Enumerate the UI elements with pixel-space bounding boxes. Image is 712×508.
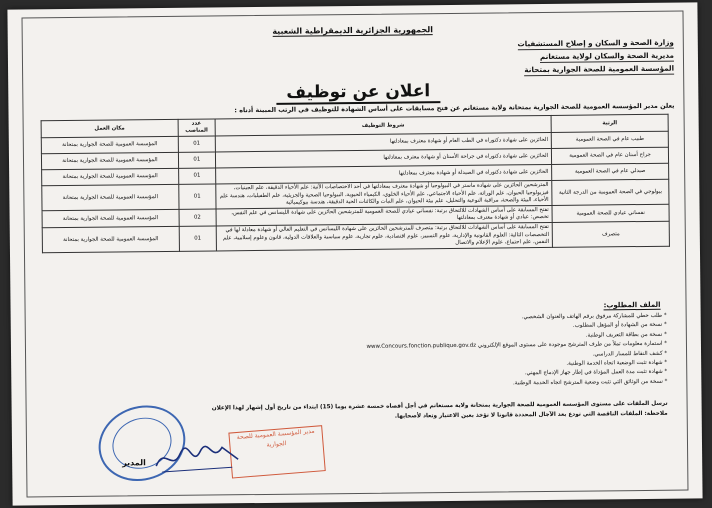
- col-header-count: عدد المناصب: [178, 119, 215, 137]
- cell-grade: نفساني عيادي للصحة العمومية: [552, 204, 669, 223]
- cell-count: 01: [178, 136, 215, 152]
- ministry-line: وزارة الصحة و السكان و إصلاح المستشفيات: [517, 37, 674, 49]
- republic-title: الجمهورية الجزائرية الديمقراطية الشعبية: [272, 25, 434, 36]
- list-item: * استمارة معلومات تملأ من طرف المترشح موجودة على مستوى الموقع الإلكتروني www.Concours.fonction.publique.gov.dz: [366, 340, 667, 351]
- cell-workplace: المؤسسة العمومية للصحة الجوارية بمتحانة: [42, 185, 179, 211]
- list-item: * نسخة من الوثائق التي تثبت وضعية المترشح اتجاه الخدمة الوطنية.: [512, 378, 668, 387]
- deadline-note: ترسل الملفات على مستوى المؤسسة العمومية للصحة الجوارية بمتحانة ولاية مستغانم في أجل أقصاه خمسة عشرة يوما (15) ابتداء من تاريخ أول إشهار لهذا الإعلان: [211, 400, 668, 412]
- administration-header: [517, 37, 674, 78]
- cell-workplace: المؤسسة العمومية للصحة الجوارية بمتحانة: [42, 169, 179, 186]
- list-item: * نسخة من الشهادة أو المؤهل المطلوب.: [572, 322, 667, 330]
- cell-conditions: تفتح المسابقة على أساس الشهادات للالتحاق برتبة: متصرف للمترشحين الحائزين على شهادة الليسانس في التعليم العالي أو شهادة معادلة لها في التخصصات التالية: العلوم القانونية والإدارية، علوم التسيير، علوم اقتصادية، علوم تجارية، علوم سياسية والعلاقات الدولية، قانون وعلوم إسلامية، علم النفس، علم اجتماع، علوم الإعلام والاتصال: [216, 223, 553, 251]
- handwritten-signature: [152, 437, 242, 478]
- cell-grade: جراح أسنان عام في الصحة العمومية: [552, 148, 669, 165]
- rectangular-stamp: مدير المؤسسة العمومية للصحة الجوارية: [228, 425, 325, 478]
- cell-conditions: الحائزين على شهادة دكتوراه في الطب العام أو شهادة معترف بمعادلتها: [215, 133, 552, 153]
- requirements-list: [87, 312, 668, 393]
- list-item: * طلب خطي للمشاركة مرفوق برقم الهاتف والعنوان الشخصي.: [521, 312, 667, 321]
- cell-workplace: المؤسسة العمومية للصحة الجوارية بمتحانة: [42, 227, 179, 253]
- announcement-intro: يعلن مدير المؤسسة العمومية للصحة الجوارية بمتحانة ولاية مستغانم عن فتح مسابقات على أساس الشهادة للتوظيف في الرتب المبينة أدناه :: [234, 101, 675, 115]
- institution-line: المؤسسة العمومية للصحة الجوارية بمتحانة: [524, 63, 675, 75]
- cell-count: 01: [178, 168, 215, 184]
- list-item: * شهادة تثبت مدة العمل المؤداة في إطار جهاز الإدماج المهني.: [524, 369, 668, 377]
- col-header-grade: الرتبة: [551, 114, 668, 133]
- cell-workplace: المؤسسة العمومية للصحة الجوارية بمتحانة: [41, 153, 178, 170]
- cell-count: 01: [178, 152, 215, 168]
- cell-conditions: تفتح المسابقة على أساس الشهادات للالتحاق برتبة: نفساني عيادي للصحة العمومية للمترشحين الحائزين على شهادة الليسانس في علم النفس، تخصص: عيادي أو شهادة معترف بمعادلتها: [216, 205, 553, 226]
- cell-conditions: المترشحين الحائزين على شهادة ماستر في البيولوجيا أو شهادة معترف بمعادلتها في أحد الاختصاصات الآتية: علم الأحياء الدقيقة، علم الجينيات، فيزيولوجيا الحيوان، علم الوراثة، علم الأحياء الاجتماعي، علم الأحياء الخلوي، الكيمياء الحيوية، البيولوجيا الصحية والجزيئية، علم الطفيليات، هندسة علم الأحياء، البيئة والصحة، مراقبة النوعية والتحليل، علم بيئة الحيوان، علم النبات والكائنات الحية الدقيقة، هندسة بيوكيميائية: [216, 181, 553, 209]
- cell-workplace: المؤسسة العمومية للصحة الجوارية بمتحانة: [41, 137, 178, 154]
- cell-grade: بيولوجي في الصحة العمومية من الدرجة الثانية: [552, 180, 669, 206]
- col-header-workplace: مكان العمل: [41, 119, 178, 138]
- col-header-conditions: شروط التوظيف: [215, 115, 552, 136]
- cell-conditions: الحائزين على شهادة دكتوراه في الصيدلة أو شهادة معترف بمعادلتها: [215, 165, 552, 185]
- cell-count: 01: [179, 226, 216, 251]
- cell-grade: صيدلي عام في الصحة العمومية: [552, 164, 669, 181]
- list-item: * نسخة من بطاقة التعريف الوطنية.: [585, 331, 667, 339]
- announcement-title: اعلان عن توظيف: [208, 80, 508, 103]
- positions-table: [41, 114, 670, 254]
- cell-grade: متصرف: [552, 222, 669, 248]
- director-title: المدير: [122, 458, 146, 468]
- cell-workplace: المؤسسة العمومية للصحة الجوارية بمتحانة: [42, 209, 179, 228]
- incomplete-files-note: ملاحظة: الملفات الناقصة التي تودع بعد الآجال المحددة قانونا لا تؤخذ بعين الاعتبار وتعاد لأصحابها.: [394, 410, 668, 420]
- requirements-title: الملف المطلوب:: [603, 300, 661, 310]
- directorate-line: مديرية الصحة والسكان لولاية مستغانم: [539, 50, 674, 62]
- list-item: * شهادة تثبت الوضعية اتجاه الخدمة الوطنية.: [566, 359, 668, 367]
- list-item: * كشف النقاط للمسار الدراسي.: [592, 350, 668, 358]
- document-page: [7, 2, 702, 505]
- cell-count: 01: [179, 184, 216, 209]
- cell-grade: طبيب عام في الصحة العمومية: [551, 132, 668, 149]
- cell-count: 02: [179, 209, 216, 227]
- cell-conditions: الحائزين على شهادة دكتوراه في جراحة الأسنان أو شهادة معترف بمعادلتها: [215, 149, 552, 169]
